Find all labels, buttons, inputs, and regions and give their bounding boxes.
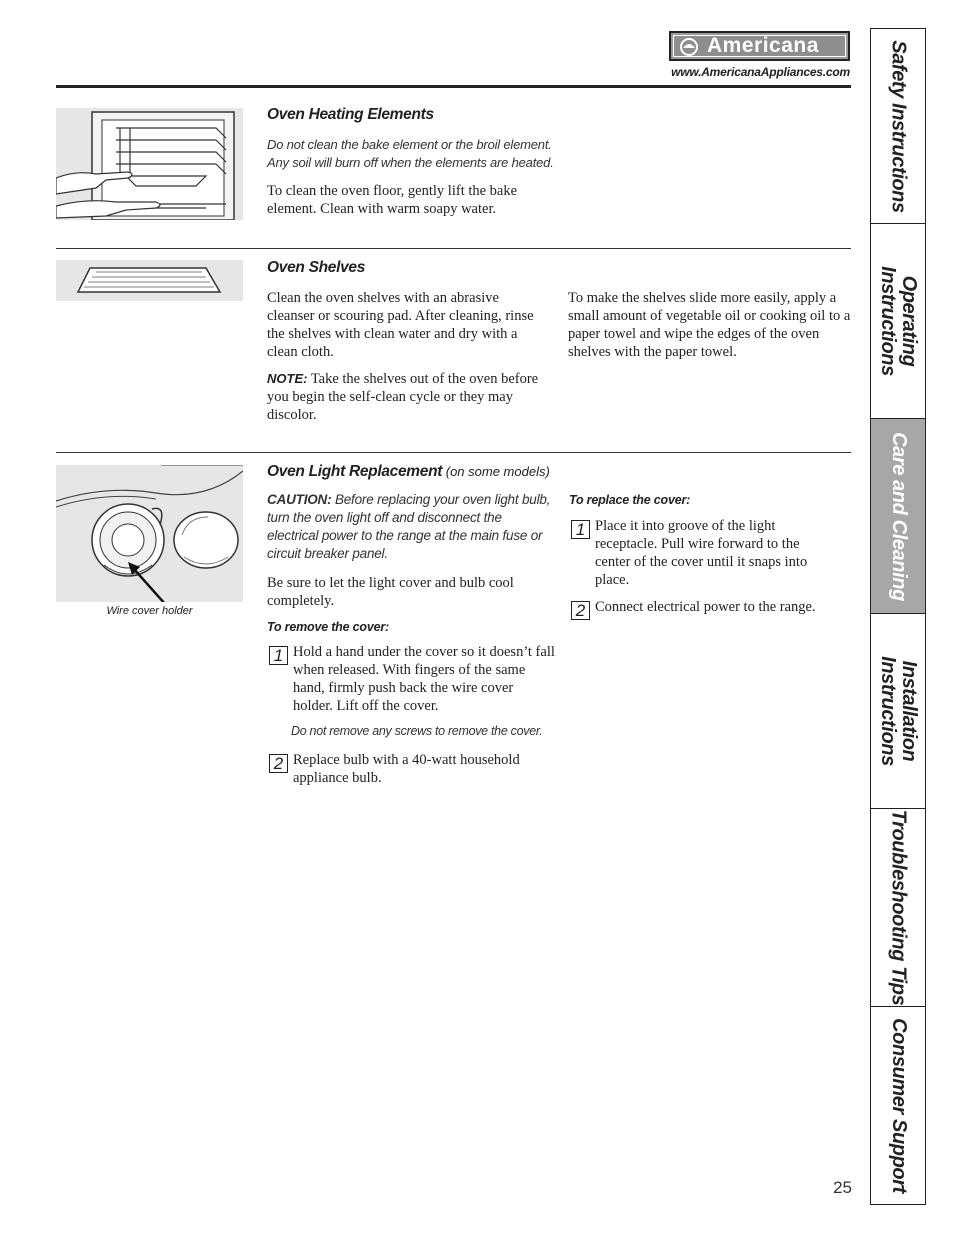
light-title-main: Oven Light Replacement: [267, 463, 443, 480]
oven-light-illustration: [56, 465, 243, 602]
oven-shelf-illustration: [56, 260, 243, 301]
page-number: 25: [833, 1178, 852, 1197]
shelves-note: [267, 370, 547, 424]
tab-label: Troubleshooting Tips: [887, 809, 910, 1006]
logo-emblem-icon: [679, 37, 699, 57]
section-tabs: [870, 28, 926, 1205]
note-text: Take the shelves out of the oven before you begin the self-clean cycle or they may discolor.: [267, 371, 539, 423]
tab-installation-instructions[interactable]: [871, 614, 925, 809]
tab-label: Installation Instructions: [877, 656, 921, 766]
tab-label: Safety Instructions: [887, 39, 910, 213]
shelves-oil-text: To make the shelves slide more easily, apply a small amount of vegetable oil or cooking oil to a paper towel and wipe the edges of the oven shelves with the paper towel.: [568, 290, 851, 360]
remove-note: Do not remove any screws to remove the cover.: [291, 724, 543, 738]
caution-text: [267, 491, 552, 563]
brand-logo: [669, 31, 850, 61]
replace-heading: To replace the cover:: [569, 493, 691, 507]
remove-step-text: Hold a hand under the cover so it doesn’t fall when released. With fingers of the same hand, firmly push back the wire cover holder. Lift off the cover.: [293, 644, 555, 714]
step-number: 1: [269, 646, 288, 665]
tab-label: Consumer Support: [887, 1018, 910, 1193]
heating-note: Do not clean the bake element or the broil element. Any soil will burn off when the elements are heated.: [267, 137, 554, 170]
heating-element-illustration: [56, 108, 243, 220]
tab-troubleshooting-tips[interactable]: [871, 809, 925, 1007]
note-label: NOTE:: [267, 371, 308, 386]
caution-label: CAUTION:: [267, 492, 332, 507]
tab-care-and-cleaning[interactable]: [871, 419, 925, 614]
step-number: 2: [571, 601, 590, 620]
tab-label: Operating Instructions: [877, 266, 920, 376]
shelves-title: Oven Shelves: [267, 259, 366, 276]
light-title-suffix: (on some models): [442, 464, 550, 479]
brand-name: Americana: [707, 34, 819, 57]
heating-title: Oven Heating Elements: [267, 106, 434, 123]
section-divider: [56, 248, 851, 249]
replace-step-text: Place it into groove of the light receptacle. Pull wire forward to the center of the cover until it snaps into place.: [595, 518, 808, 588]
shelves-cleaning-text: Clean the oven shelves with an abrasive cleanser or scouring pad. After cleaning, rinse the shelves with clean water and dry with a clean cloth.: [267, 290, 534, 360]
tab-safety-instructions[interactable]: [871, 29, 925, 224]
cool-text: Be sure to let the light cover and bulb cool completely.: [267, 575, 514, 609]
step-number: 1: [571, 520, 590, 539]
replace-step-text: Connect electrical power to the range.: [595, 599, 816, 615]
caution-body: Before replacing your oven light bulb, turn the oven light off and disconnect the electrical power to the range at the main fuse or circuit breaker panel.: [267, 492, 551, 561]
section-divider: [56, 452, 851, 453]
step-number: 2: [269, 754, 288, 773]
remove-step-text: Replace bulb with a 40-watt household appliance bulb.: [293, 752, 520, 786]
tab-label: Care and Cleaning: [887, 431, 910, 601]
remove-heading: To remove the cover:: [267, 620, 389, 634]
light-title: [267, 463, 550, 481]
website-url: www.AmericanaAppliances.com: [671, 65, 850, 79]
tab-consumer-support[interactable]: [871, 1007, 925, 1204]
tab-operating-instructions[interactable]: [871, 224, 925, 419]
header-rule: [56, 85, 851, 88]
heating-body: To clean the oven floor, gently lift the bake element. Clean with warm soapy water.: [267, 183, 518, 217]
image-caption: Wire cover holder: [106, 605, 193, 617]
